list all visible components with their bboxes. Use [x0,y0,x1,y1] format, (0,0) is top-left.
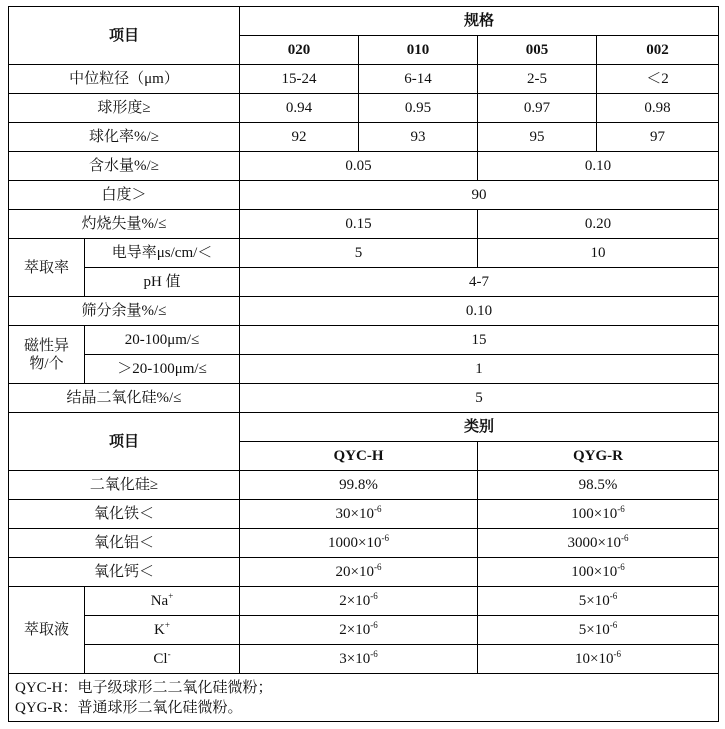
grade-002: 002 [597,36,719,65]
median-row [9,65,719,94]
grade-005: 005 [478,36,597,65]
header2-row-1 [9,413,719,442]
moisture-row [9,152,719,181]
magnetic-row-2 [9,355,719,384]
spheroidization-value: 93 [359,123,478,152]
note-line: QYG-R：普通球形二氧化硅微粉。 [15,700,243,716]
whiteness-value: 90 [240,181,719,210]
header-row-1 [9,7,719,36]
conductivity-value: 10 [478,239,719,268]
ion-label: K+ [85,616,240,645]
moisture-label: 含水量%/≥ [9,152,240,181]
silica-value: 98.5% [478,471,719,500]
sphericity-value: 0.94 [240,94,359,123]
median-value: 2-5 [478,65,597,94]
sieve-label: 筛分余量%/≤ [9,297,240,326]
ph-row [9,268,719,297]
sphericity-value: 0.95 [359,94,478,123]
iron-label: 氧化铁＜ [9,500,240,529]
whiteness-row [9,181,719,210]
grade-010: 010 [359,36,478,65]
calcium-row [9,558,719,587]
ion-value: $5\times 10^{-6}$ [478,587,719,616]
ion-label: Cl- [85,645,240,674]
sieve-value: 0.10 [240,297,719,326]
sphericity-value: 0.97 [478,94,597,123]
spheroidization-label: 球化率%/≥ [9,123,240,152]
magnetic-label [9,326,85,384]
magnetic-range-value: 1 [240,355,719,384]
sieve-row [9,297,719,326]
category-header: 类别 [240,413,719,442]
ion-value: $3\times 10^{-6}$ [240,645,478,674]
moisture-value: 0.10 [478,152,719,181]
ion-label: Na+ [85,587,240,616]
silica-value: 99.8% [240,471,478,500]
silica-row [9,471,719,500]
moisture-value: 0.05 [240,152,478,181]
median-value: ＜2 [597,65,719,94]
ignition-value: 0.15 [240,210,478,239]
spec-header: 规格 [240,7,719,36]
spheroidization-value: 97 [597,123,719,152]
magnetic-label-line2: 物/个 [29,355,64,372]
calcium-value: $100\times 10^{-6}$ [478,558,719,587]
spheroidization-value: 95 [478,123,597,152]
ignition-row [9,210,719,239]
median-value: 15-24 [240,65,359,94]
grade-020: 020 [240,36,359,65]
spheroidization-row [9,123,719,152]
notes-row [9,674,719,722]
k-row [9,616,719,645]
note-line: QYC-H：电子级球形二二氧化硅微粉； [15,680,273,696]
item-header-2: 项目 [9,413,240,471]
type-qyg-r: QYG-R [478,442,719,471]
sphericity-row [9,94,719,123]
aluminum-label: 氧化铝＜ [9,529,240,558]
iron-value: $100\times 10^{-6}$ [478,500,719,529]
na-row [9,587,719,616]
magnetic-range-label: ＞20-100μm/≤ [85,355,240,384]
crystalline-value: 5 [240,384,719,413]
spec-table [8,6,719,722]
iron-value: $30\times 10^{-6}$ [240,500,478,529]
calcium-label: 氧化钙＜ [9,558,240,587]
cl-row [9,645,719,674]
magnetic-range-label: 20-100μm/≤ [85,326,240,355]
conductivity-value: 5 [240,239,478,268]
crystalline-row [9,384,719,413]
conductivity-row [9,239,719,268]
sphericity-value: 0.98 [597,94,719,123]
aluminum-value: $1000\times 10^{-6}$ [240,529,478,558]
aluminum-row [9,529,719,558]
notes-cell [9,674,719,722]
ion-value: $2\times 10^{-6}$ [240,616,478,645]
ion-value: $2\times 10^{-6}$ [240,587,478,616]
aluminum-value: $3000\times 10^{-6}$ [478,529,719,558]
magnetic-row-1 [9,326,719,355]
median-label: 中位粒径（μm） [9,65,240,94]
calcium-value: $20\times 10^{-6}$ [240,558,478,587]
magnetic-label-line1: 磁性异 [23,337,69,354]
crystalline-label: 结晶二氧化硅%/≤ [9,384,240,413]
extract-liquid-label: 萃取液 [9,587,85,674]
iron-row [9,500,719,529]
ion-value: $10\times 10^{-6}$ [478,645,719,674]
extraction-rate-label: 萃取率 [9,239,85,297]
sphericity-label: 球形度≥ [9,94,240,123]
median-value: 6-14 [359,65,478,94]
silica-label: 二氧化硅≥ [9,471,240,500]
whiteness-label: 白度＞ [9,181,240,210]
type-qyc-h: QYC-H [240,442,478,471]
conductivity-label: 电导率μs/cm/＜ [85,239,240,268]
magnetic-range-value: 15 [240,326,719,355]
ion-value: $5\times 10^{-6}$ [478,616,719,645]
ph-label: pH 值 [85,268,240,297]
ignition-value: 0.20 [478,210,719,239]
ph-value: 4-7 [240,268,719,297]
item-header: 项目 [9,7,240,65]
ignition-label: 灼烧失量%/≤ [9,210,240,239]
spheroidization-value: 92 [240,123,359,152]
